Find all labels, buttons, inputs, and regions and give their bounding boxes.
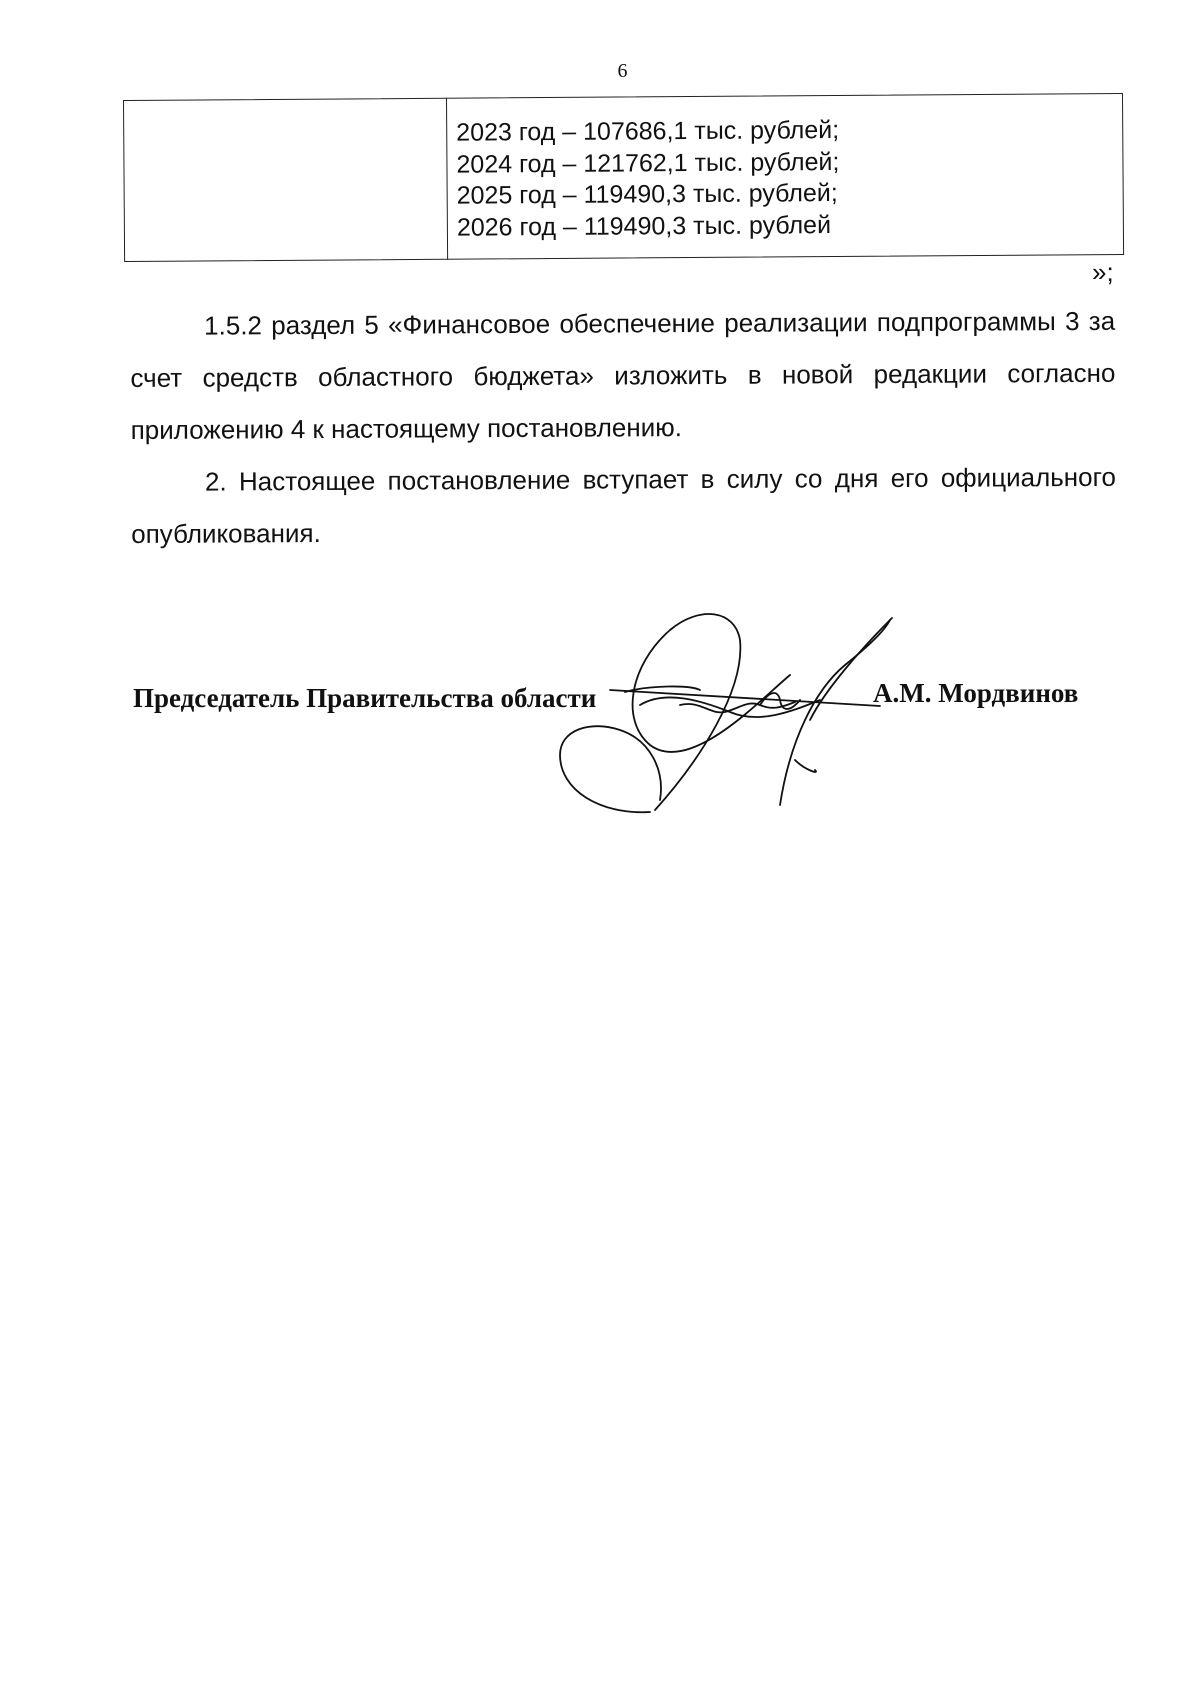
- page-number: 6: [617, 60, 628, 82]
- signatory-name: А.М. Мордвинов: [873, 678, 1079, 708]
- signatory-title: Председатель Правительства области: [133, 683, 597, 713]
- closing-quote: »;: [1092, 257, 1114, 287]
- paragraph-1-5-2: 1.5.2 раздел 5 «Финансовое обеспечение реализации подпрограммы 3 за счет средств областного бюджета» изложить в новой редакции согласно приложению 4 к настоящему постановлению.: [130, 305, 1116, 445]
- funding-year-2025: 2025 год – 119490,3 тыс. рублей;: [456, 179, 838, 210]
- paragraph-2: 2. Настоящее постановление вступает в силу со дня его официального опубликования.: [131, 461, 1117, 549]
- funding-year-2024: 2024 год – 121762,1 тыс. рублей;: [456, 147, 840, 179]
- funding-year-2026: 2026 год – 119490,3 тыс. рублей: [456, 210, 832, 242]
- funding-year-2023: 2023 год – 107686,1 тыс. рублей;: [456, 116, 840, 147]
